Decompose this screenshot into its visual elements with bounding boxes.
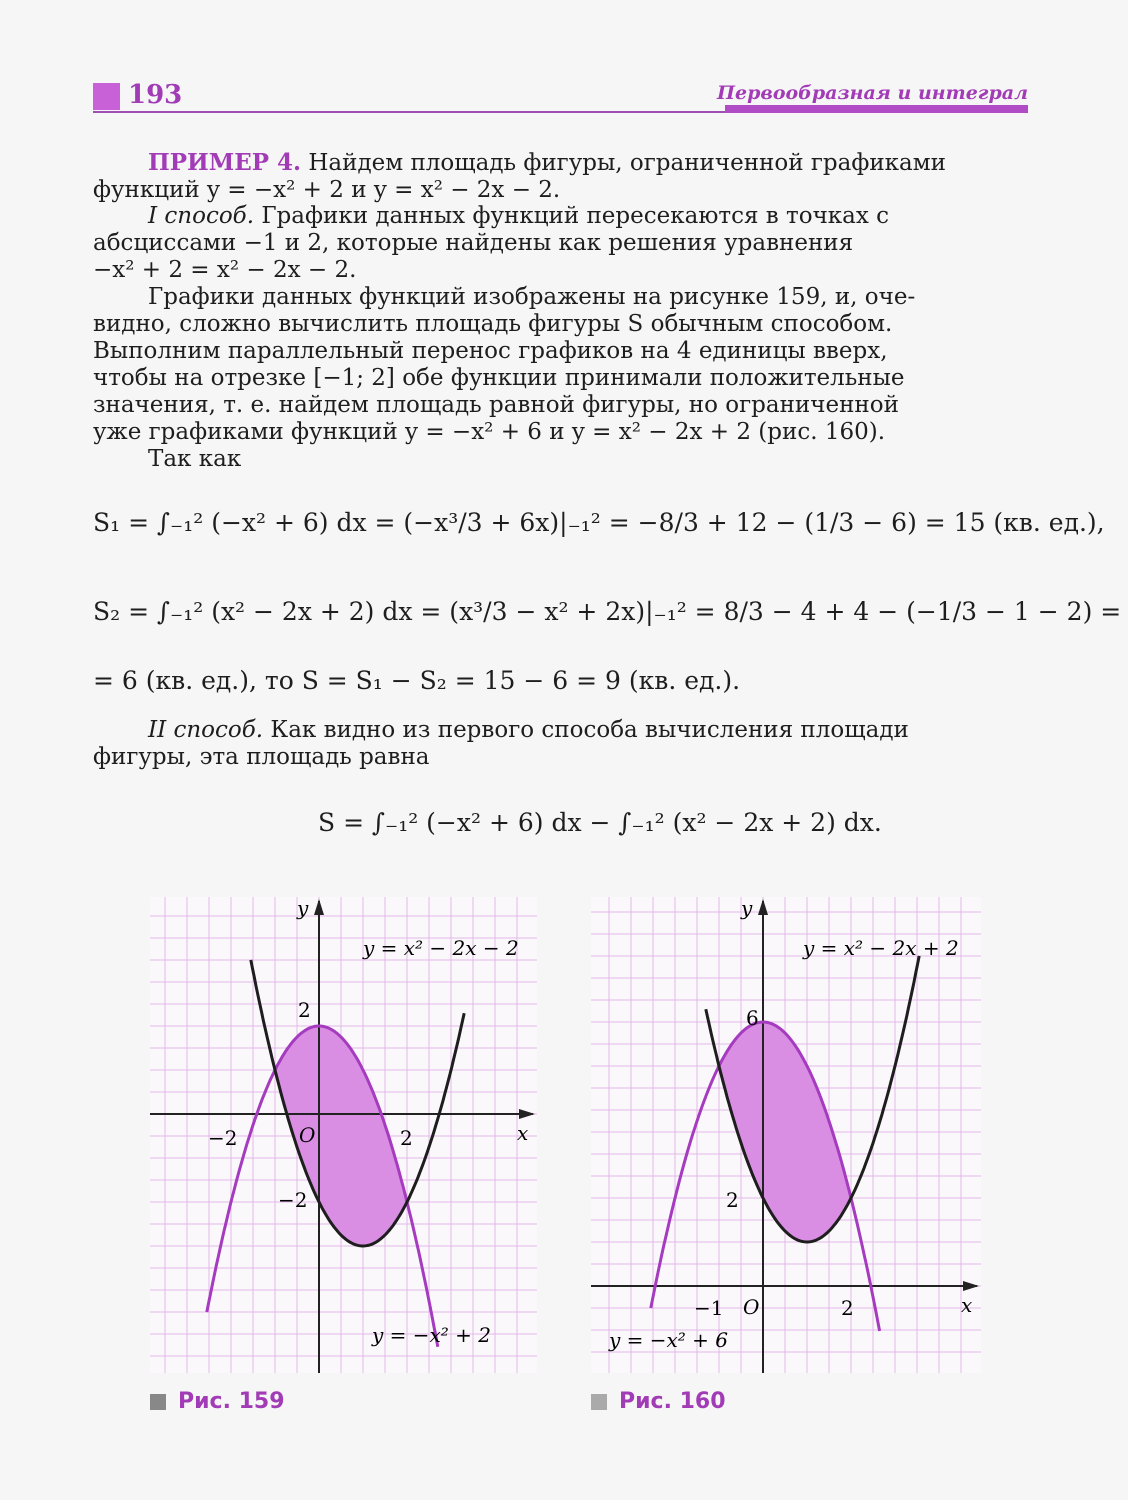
p1-line2: функций y = −x² + 2 и y = x² − 2x − 2. [93, 177, 561, 203]
lower-curve-label: y = −x² + 2 [372, 1323, 492, 1347]
tick-label: 2 [841, 1296, 854, 1320]
p2-line1: Графики данных функций пересекаются в точках с [261, 203, 890, 229]
p4-line: Так как [148, 446, 242, 472]
p1-line1: Найдем площадь фигуры, ограниченной графиками [308, 150, 946, 176]
equation-s: S = ∫₋₁² (−x² + 6) dx − ∫₋₁² (x² − 2x + 2) dx. [318, 808, 882, 837]
lower-curve-label: y = −x² + 6 [609, 1328, 729, 1352]
tick-label: 2 [400, 1126, 413, 1150]
p3-line1: Графики данных функций изображены на рисунке 159, и, оче- [148, 284, 916, 310]
tick-label: −2 [278, 1188, 308, 1212]
origin-label: O [299, 1123, 316, 1147]
equation-result: = 6 (кв. ед.), то S = S₁ − S₂ = 15 − 6 = 9 (кв. ед.). [93, 666, 741, 695]
p3-line2: видно, сложно вычислить площадь фигуры S обычным способом. [93, 311, 893, 337]
figure-160-caption-text: Рис. 160 [619, 1389, 726, 1414]
figure-159-graph [150, 897, 537, 1373]
example-label: ПРИМЕР 4. [148, 149, 302, 176]
upper-curve-label: y = x² − 2x − 2 [363, 936, 519, 960]
origin-label: O [743, 1295, 760, 1319]
page-number-marker [93, 83, 120, 110]
p5-line1: Как видно из первого способа вычисления площади [270, 717, 909, 743]
paragraph-translation [93, 284, 1028, 473]
page-number: 193 [128, 80, 183, 110]
figure-160-caption [591, 1389, 726, 1414]
section-title: Первообразная и интеграл [717, 82, 1028, 104]
tick-label: 6 [746, 1006, 759, 1030]
p3-line4: чтобы на отрезке [−1; 2] обе функции принимали положительные [93, 365, 905, 391]
tick-label: −2 [208, 1126, 238, 1150]
upper-curve-label: y = x² − 2x + 2 [803, 936, 959, 960]
tick-label: 2 [726, 1188, 739, 1212]
figure-159-caption-text: Рис. 159 [178, 1389, 285, 1414]
y-axis-label: y [297, 897, 309, 920]
header-accent-bar [725, 105, 1028, 113]
p5-line2: фигуры, эта площадь равна [93, 744, 430, 770]
caption-marker [591, 1394, 607, 1410]
equation-s2: S₂ = ∫₋₁² (x² − 2x + 2) dx = (x³/3 − x² + 2x)|₋₁² = 8/3 − 4 + 4 − (−1/3 − 1 − 2) = [93, 597, 1122, 626]
p3-line6: уже графиками функций y = −x² + 6 и y = x² − 2x + 2 (рис. 160). [93, 419, 886, 445]
figure-159-caption [150, 1389, 285, 1414]
y-axis-label: y [741, 897, 753, 920]
x-axis-label: x [961, 1293, 973, 1317]
caption-marker [150, 1394, 166, 1410]
equation-s1: S₁ = ∫₋₁² (−x² + 6) dx = (−x³/3 + 6x)|₋₁² = −8/3 + 12 − (1/3 − 6) = 15 (кв. ед.), [93, 508, 1105, 537]
method2-label: II способ. [148, 717, 264, 743]
p3-line3: Выполним параллельный перенос графиков на 4 единицы вверх, [93, 338, 888, 364]
x-axis-label: x [517, 1121, 529, 1145]
p2-line2: абсциссами −1 и 2, которые найдены как решения уравнения [93, 230, 854, 256]
tick-label: −1 [694, 1296, 724, 1320]
paragraph-method1 [93, 203, 1028, 284]
method1-label: I способ. [148, 203, 255, 229]
p2-line3: −x² + 2 = x² − 2x − 2. [93, 257, 357, 283]
p3-line5: значения, т. е. найдем площадь равной фигуры, но ограниченной [93, 392, 899, 418]
paragraph-example [93, 149, 1028, 204]
tick-label: 2 [298, 998, 311, 1022]
paragraph-method2 [93, 717, 1028, 771]
figure-160-graph [591, 897, 981, 1373]
